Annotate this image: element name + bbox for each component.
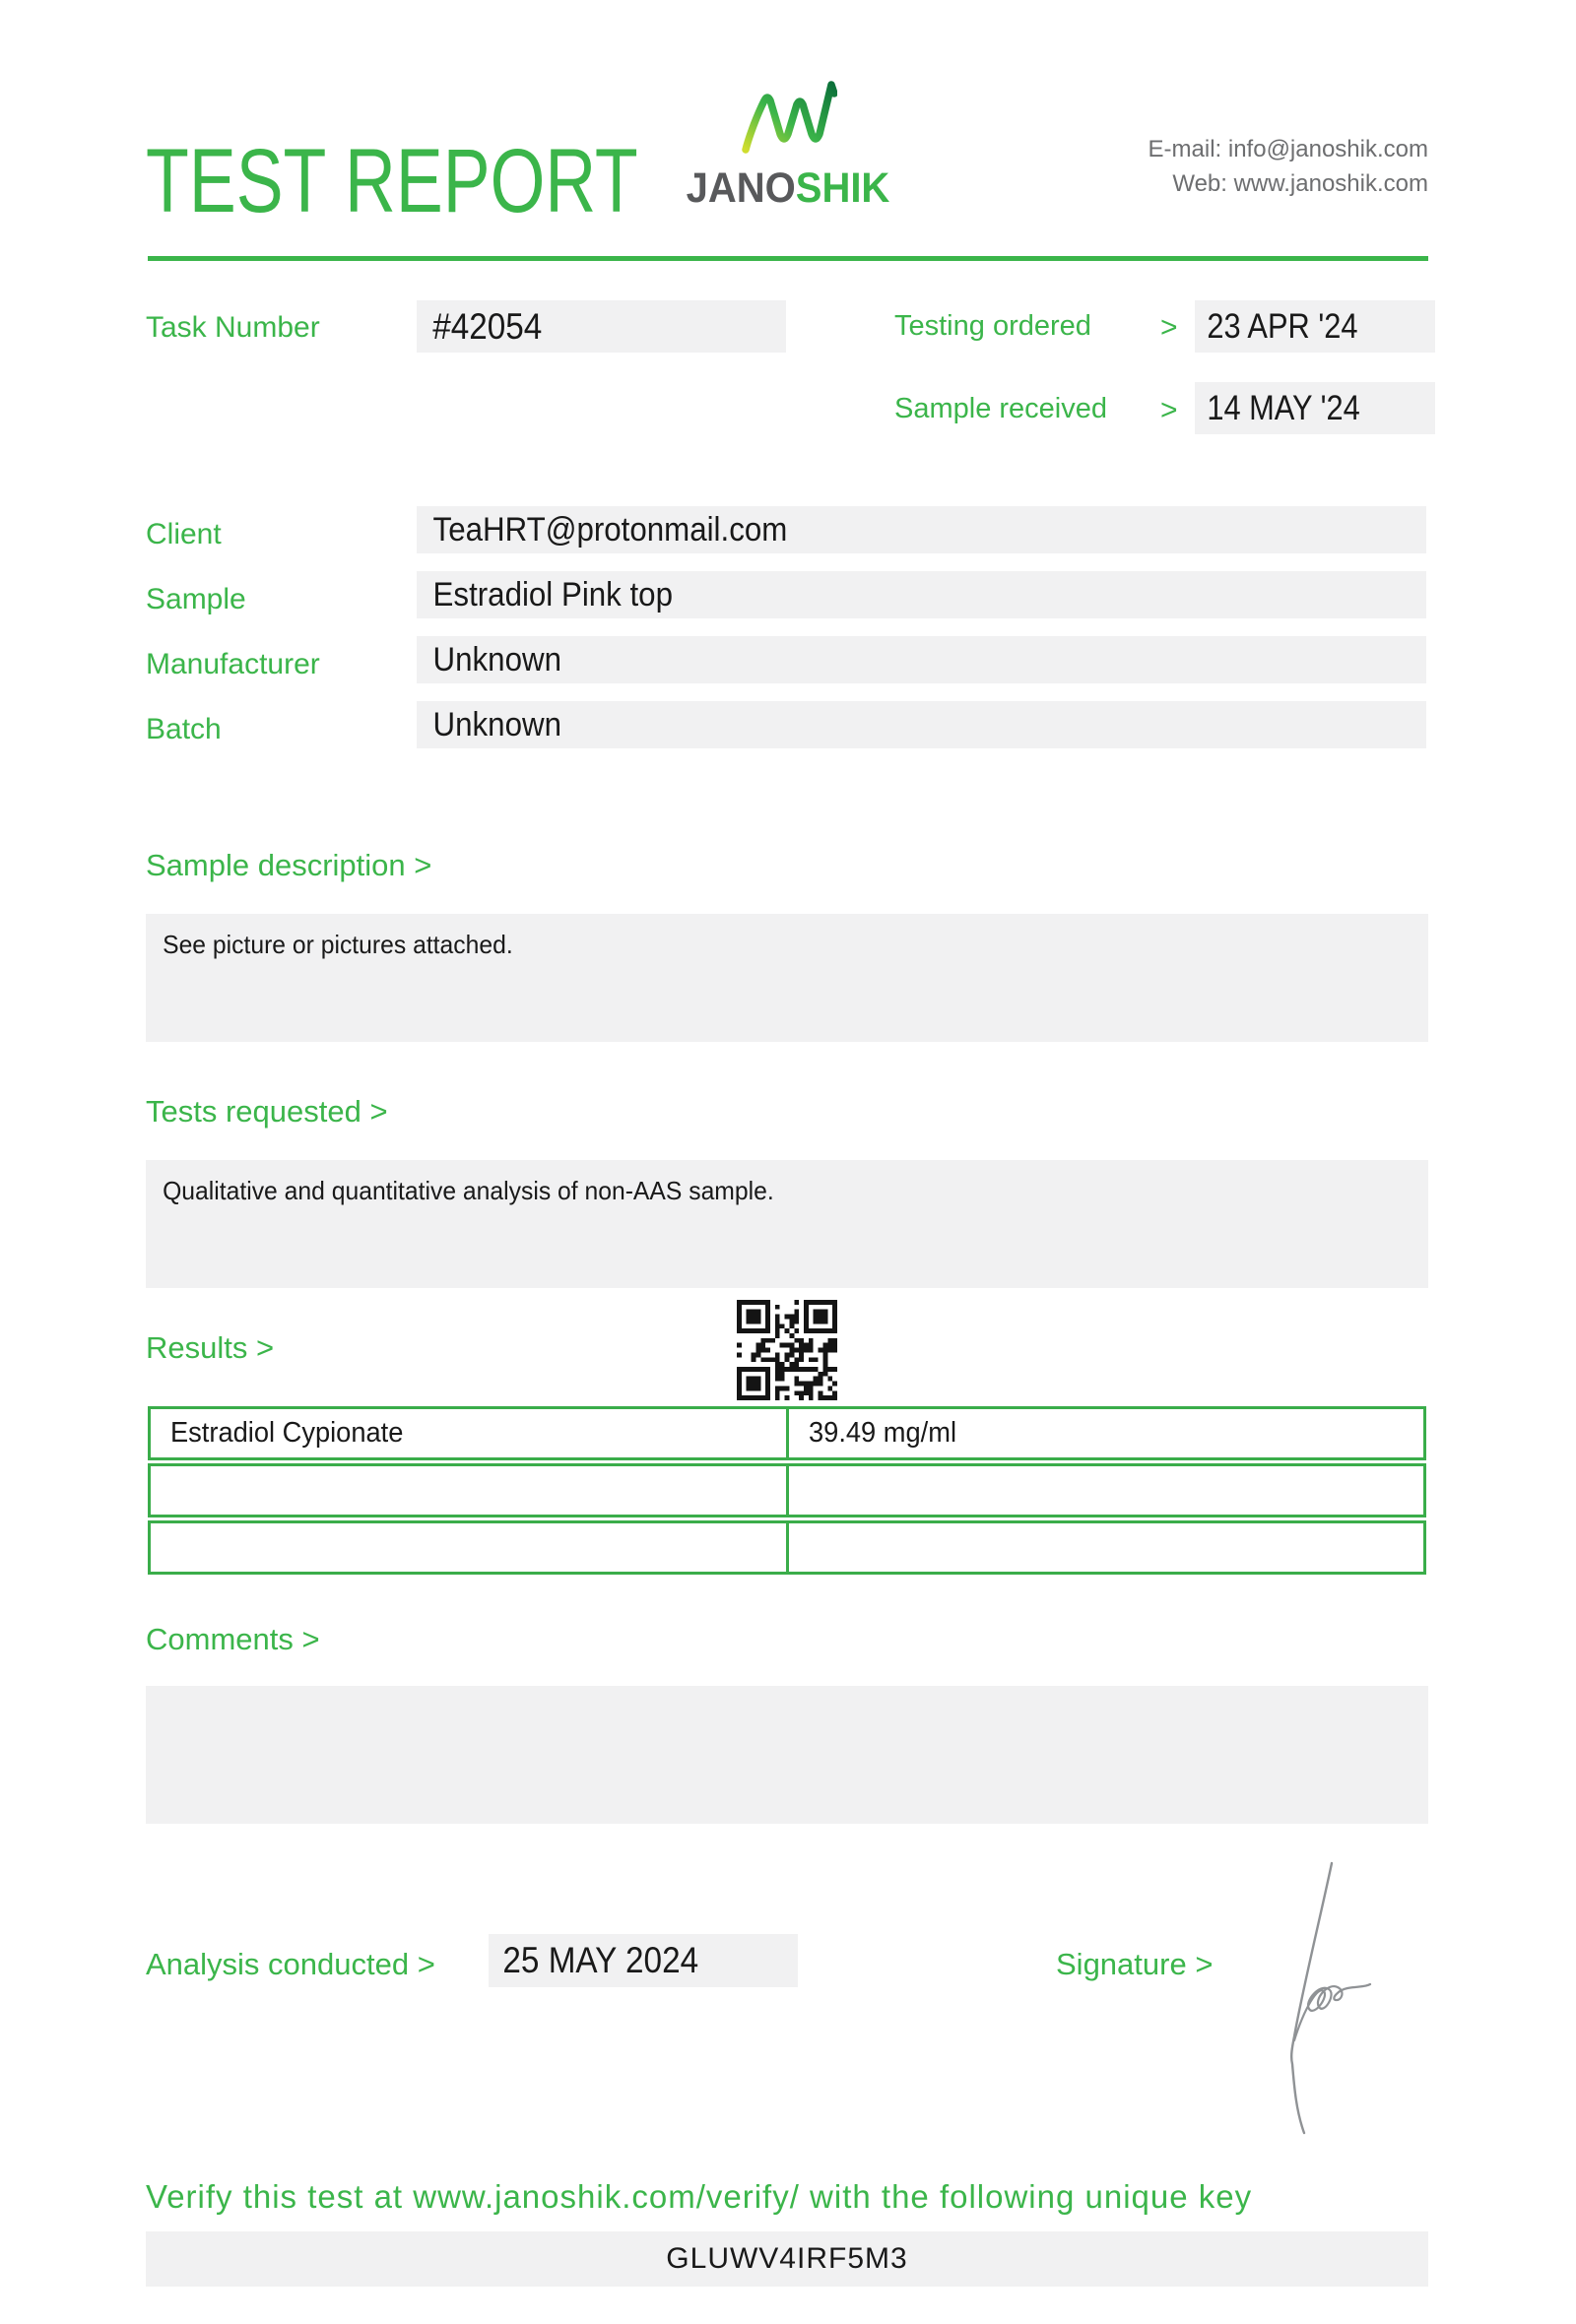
result-analyte-cell bbox=[151, 1523, 789, 1572]
sample-received-arrow: > bbox=[1160, 394, 1178, 426]
sample-received-value-box bbox=[1195, 382, 1435, 434]
analysis-date-box bbox=[489, 1934, 798, 1987]
header-divider bbox=[148, 256, 1428, 261]
sample-label: Sample bbox=[146, 583, 246, 615]
comments-box bbox=[146, 1686, 1428, 1824]
testing-ordered-arrow: > bbox=[1160, 311, 1178, 344]
result-value-cell bbox=[789, 1523, 1423, 1572]
batch-value: Unknown bbox=[432, 706, 561, 743]
handwritten-signature bbox=[1269, 1853, 1387, 2139]
result-value-cell bbox=[789, 1466, 1423, 1515]
task-number-value-box bbox=[417, 300, 786, 353]
result-value: 39.49 mg/ml bbox=[809, 1417, 957, 1449]
batch-label: Batch bbox=[146, 713, 222, 745]
client-value: TeaHRT@protonmail.com bbox=[432, 511, 788, 549]
result-value-cell bbox=[789, 1409, 1423, 1457]
client-value-box bbox=[417, 506, 1426, 553]
verify-key: GLUWV4IRF5M3 bbox=[666, 2242, 908, 2275]
verify-key-box bbox=[146, 2231, 1428, 2287]
results-heading: Results > bbox=[146, 1330, 275, 1365]
testing-ordered-value: 23 APR '24 bbox=[1207, 307, 1358, 346]
results-row bbox=[148, 1406, 1426, 1460]
logo-text-dark: JANO bbox=[686, 164, 796, 212]
qr-code bbox=[737, 1300, 837, 1400]
tests-requested-box bbox=[146, 1160, 1428, 1288]
comments-text bbox=[146, 1686, 1364, 1717]
analysis-date-value: 25 MAY 2024 bbox=[502, 1940, 699, 1980]
contact-block bbox=[1149, 132, 1428, 201]
janoshik-logo bbox=[686, 164, 890, 212]
manufacturer-value: Unknown bbox=[432, 641, 561, 678]
sample-description-heading: Sample description > bbox=[146, 848, 432, 882]
sample-received-value: 14 MAY '24 bbox=[1207, 389, 1360, 427]
sample-description-box bbox=[146, 914, 1428, 1042]
client-label: Client bbox=[146, 518, 222, 550]
signature-label: Signature > bbox=[1056, 1947, 1214, 1981]
task-number-label: Task Number bbox=[146, 311, 320, 344]
testing-ordered-value-box bbox=[1195, 300, 1435, 353]
logo-text-green: SHIK bbox=[795, 164, 890, 212]
sample-received-label: Sample received bbox=[894, 393, 1107, 424]
manufacturer-value-box bbox=[417, 636, 1426, 683]
results-row bbox=[148, 1463, 1426, 1517]
result-analyte: Estradiol Cypionate bbox=[170, 1417, 404, 1449]
sample-value: Estradiol Pink top bbox=[432, 576, 673, 613]
analysis-conducted-label: Analysis conducted > bbox=[146, 1947, 435, 1981]
task-number-value: #42054 bbox=[432, 306, 543, 347]
trend-chart-icon bbox=[739, 77, 837, 163]
contact-email: E-mail: info@janoshik.com bbox=[1148, 136, 1428, 162]
sample-value-box bbox=[417, 571, 1426, 618]
batch-value-box bbox=[417, 701, 1426, 748]
tests-requested-heading: Tests requested > bbox=[146, 1094, 388, 1129]
result-analyte-cell bbox=[151, 1409, 789, 1457]
tests-requested-text: Qualitative and quantitative analysis of non-AAS sample. bbox=[163, 1176, 774, 1205]
result-analyte-cell bbox=[151, 1466, 789, 1515]
sample-description-text: See picture or pictures attached. bbox=[163, 930, 513, 959]
results-row bbox=[148, 1520, 1426, 1575]
manufacturer-label: Manufacturer bbox=[146, 648, 320, 680]
results-table bbox=[148, 1406, 1426, 1578]
verify-instruction: Verify this test at www.janoshik.com/verify/ with the following unique key bbox=[146, 2178, 1253, 2215]
testing-ordered-label: Testing ordered bbox=[894, 310, 1091, 342]
comments-heading: Comments > bbox=[146, 1622, 320, 1656]
contact-web: Web: www.janoshik.com bbox=[1172, 170, 1428, 197]
page-title: TEST REPORT bbox=[146, 131, 638, 231]
